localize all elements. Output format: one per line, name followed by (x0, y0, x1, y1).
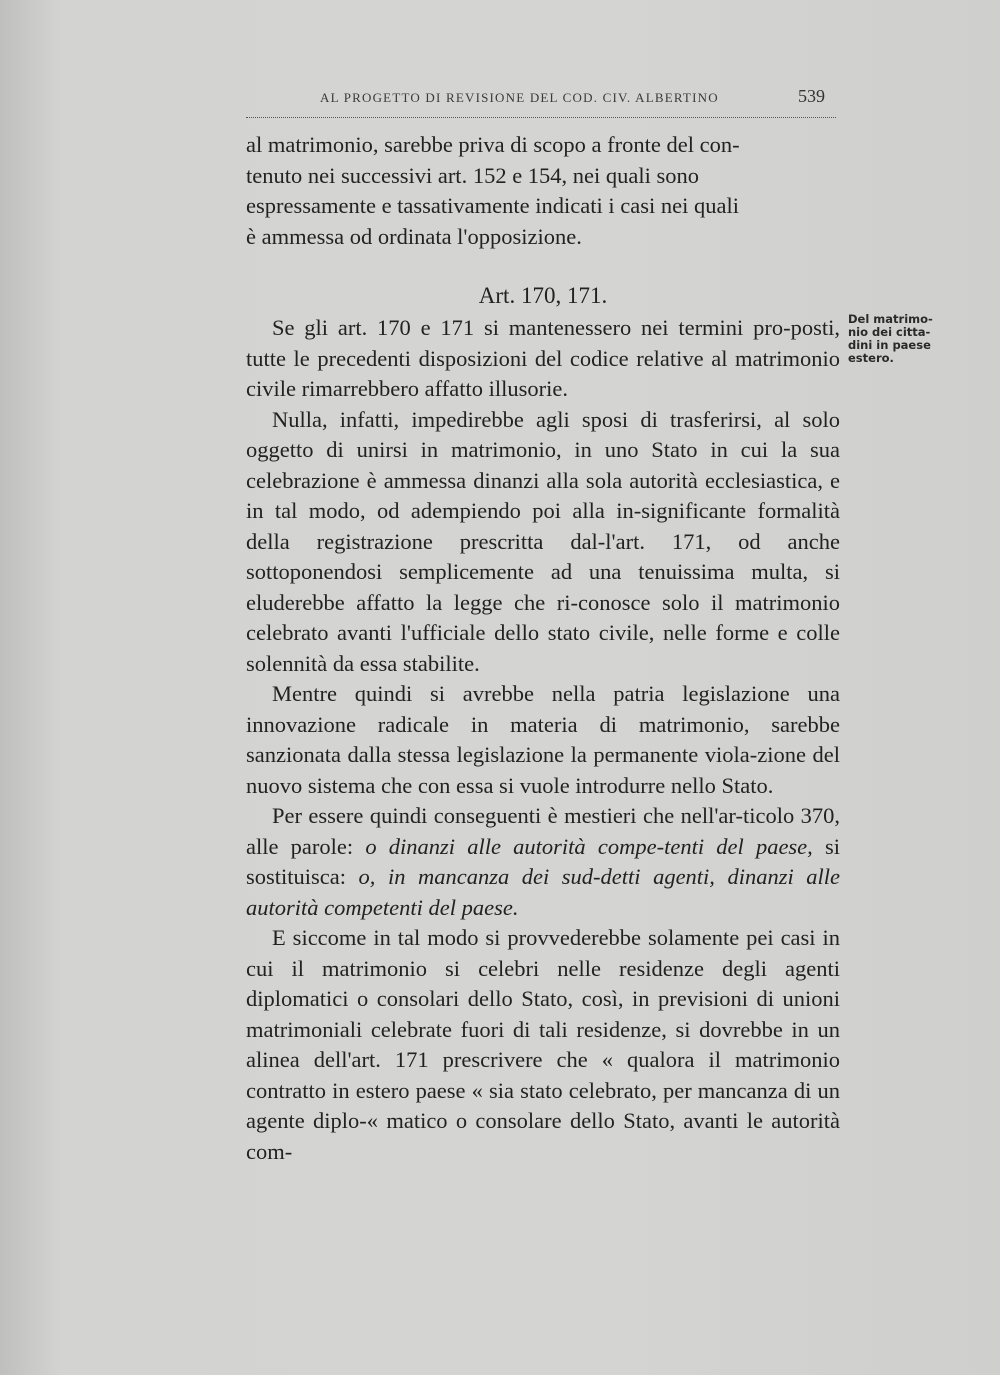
margin-note (848, 313, 958, 365)
intro-line: espressamente e tassativamente indicati i casi nei quali (246, 193, 739, 218)
margin-note-line: nio dei citta- (848, 325, 931, 339)
paragraph-text: si sostituisca: (246, 833, 841, 889)
section-heading: Art. 170, 171. (478, 283, 608, 308)
paragraph: Nulla, infatti, impedirebbe agli sposi di trasferirsi, al solo oggetto di unirsi in matrimonio, in uno Stato in cui la sua celebrazione è ammessa dinanzi alla sola autorità ecclesiastica, e in tal modo, od adempiendo poi alla in-significante formalità della registrazione prescritta dal-l'art. 171, od anche sottoponendosi semplicemente ad una tenuissima multa, si eluderebbe affatto la legge che ri-conosce solo il matrimonio celebrato avanti l'ufficiale dello stato civile, nelle forme e colle solennità da essa stabilite. (246, 406, 840, 676)
paragraph-amendment (246, 801, 840, 923)
running-head: AL PROGETTO DI REVISIONE DEL COD. CIV. ALBERTINO (320, 90, 719, 105)
paragraph: Mentre quindi si avrebbe nella patria legislazione una innovazione radicale in materia di matrimonio, sarebbe sanzionata dalla stessa legislazione la permanente viola-zione del nuovo sistema che con essa si vuole introdurre nello Stato. (246, 681, 840, 798)
paragraph: Se gli art. 170 e 171 si mantenessero nei termini pro-posti, tutte le precedenti disposizioni del codice relative al matrimonio civile rimarrebbero affatto illusorie. (246, 315, 840, 401)
margin-note-line: Del matrimo- (848, 312, 933, 326)
header-rule (246, 117, 836, 118)
intro-line: al matrimonio, sarebbe priva di scopo a fronte del con- (246, 132, 740, 157)
page-number: 539 (798, 86, 825, 106)
intro-paragraph (246, 130, 840, 252)
paragraph: E siccome in tal modo si provvederebbe solamente pei casi in cui il matrimonio si celebri nelle residenze degli agenti diplomatici o consolari dello Stato, così, in previsioni di unioni matrimoniali celebrate fuori di tali residenze, si dovrebbe in un alinea dell'art. 171 prescrivere che « qualora il matrimonio contratto in estero paese « sia stato celebrato, per mancanza di un agente diplo-« matico o consolare dello Stato, avanti le autorità com- (246, 925, 840, 1164)
margin-note-line: estero. (848, 351, 894, 365)
intro-line: è ammessa od ordinata l'opposizione. (246, 223, 582, 249)
paragraph-text: Per essere quindi conseguenti è mestieri che nell'ar-ticolo 370, alle parole: (246, 803, 840, 859)
quoted-text: o dinanzi alle autorità compe-tenti del paese, (365, 833, 813, 859)
intro-line: tenuto nei successivi art. 152 e 154, nei quali sono (246, 162, 700, 188)
quoted-text: o, in mancanza dei sud-detti agenti, dinanzi alle autorità competenti del paese. (246, 864, 840, 920)
body-text (246, 313, 840, 1167)
margin-note-line: dini in paese (848, 338, 931, 352)
